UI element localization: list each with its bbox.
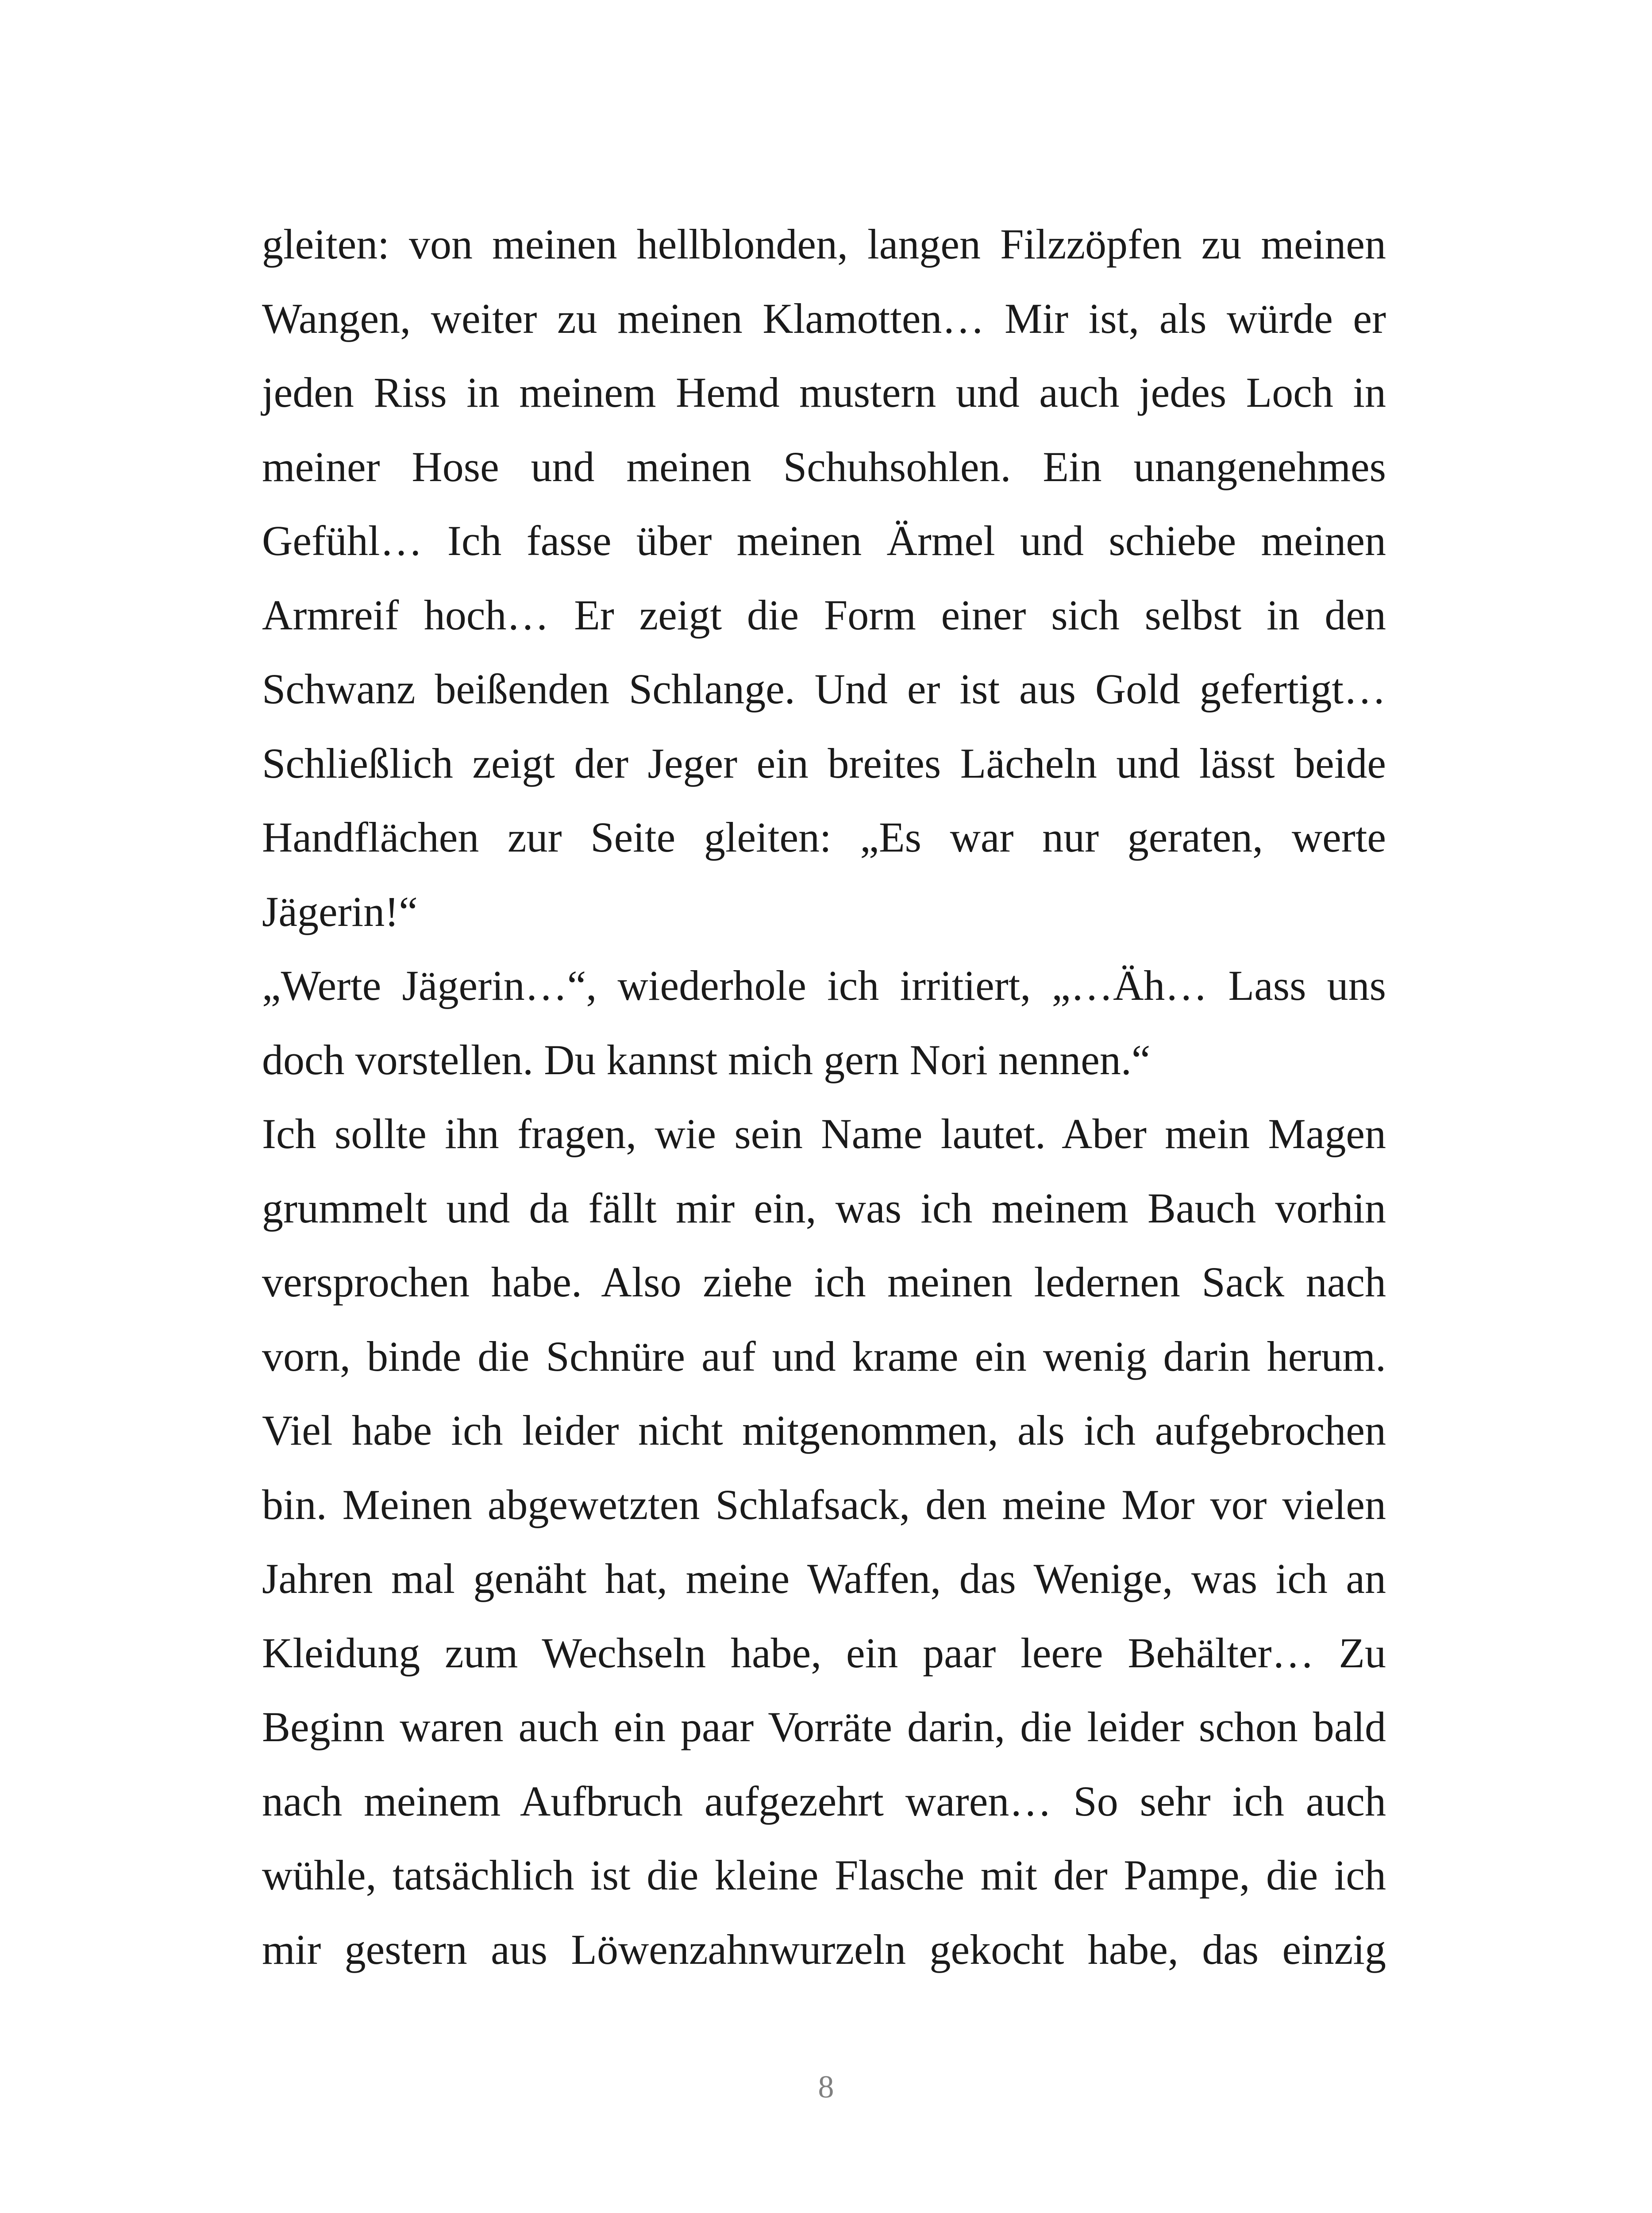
- text-line: grummelt und da fällt mir ein, was ich meinem Bauch vorhin: [262, 1184, 1386, 1232]
- text-line: Jahren mal genäht hat, meine Waffen, das Wenige, was ich an: [262, 1555, 1386, 1602]
- text-line: gleiten: von meinen hellblonden, langen Filzzöpfen zu meinen: [262, 220, 1386, 268]
- text-line: versprochen habe. Also ziehe ich meinen ledernen Sack nach: [262, 1258, 1386, 1306]
- text-line: „Werte Jägerin…“, wiederhole ich irritiert, „…Äh… Lass uns: [262, 962, 1386, 1009]
- text-line: Viel habe ich leider nicht mitgenommen, als ich aufgebrochen: [262, 1407, 1386, 1454]
- text-line: Kleidung zum Wechseln habe, ein paar leere Behälter… Zu: [262, 1629, 1386, 1677]
- text-line: jeden Riss in meinem Hemd mustern und auch jedes Loch in: [262, 369, 1386, 416]
- text-line: wühle, tatsächlich ist die kleine Flasche mit der Pampe, die ich: [262, 1851, 1386, 1899]
- text-line: Schließlich zeigt der Jeger ein breites Lächeln und lässt beide: [262, 739, 1386, 787]
- text-line: vorn, binde die Schnüre auf und krame ein wenig darin herum.: [262, 1332, 1386, 1380]
- page-number: 8: [818, 2069, 834, 2105]
- text-line: Jägerin!“: [262, 887, 418, 935]
- text-line: Handflächen zur Seite gleiten: „Es war nur geraten, werte: [262, 813, 1386, 861]
- text-line: Schwanz beißenden Schlange. Und er ist aus Gold gefertigt…: [262, 665, 1386, 713]
- text-line: Armreif hoch… Er zeigt die Form einer sich selbst in den: [262, 591, 1386, 639]
- body-text: [262, 207, 1386, 1986]
- text-line: Wangen, weiter zu meinen Klamotten… Mir ist, als würde er: [262, 294, 1386, 342]
- text-line: nach meinem Aufbruch aufgezehrt waren… So sehr ich auch: [262, 1777, 1386, 1825]
- text-line: meiner Hose und meinen Schuhsohlen. Ein unangenehmes: [262, 443, 1386, 490]
- text-line: Ich sollte ihn fragen, wie sein Name lautet. Aber mein Magen: [262, 1110, 1386, 1157]
- text-line: mir gestern aus Löwenzahnwurzeln gekocht habe, das einzig: [262, 1925, 1386, 1973]
- text-line: Gefühl… Ich fasse über meinen Ärmel und schiebe meinen: [262, 517, 1386, 564]
- text-line: bin. Meinen abgewetzten Schlafsack, den meine Mor vor vielen: [262, 1480, 1386, 1528]
- text-line: doch vorstellen. Du kannst mich gern Nori nennen.“: [262, 1036, 1151, 1083]
- text-line: Beginn waren auch ein paar Vorräte darin, die leider schon bald: [262, 1703, 1386, 1750]
